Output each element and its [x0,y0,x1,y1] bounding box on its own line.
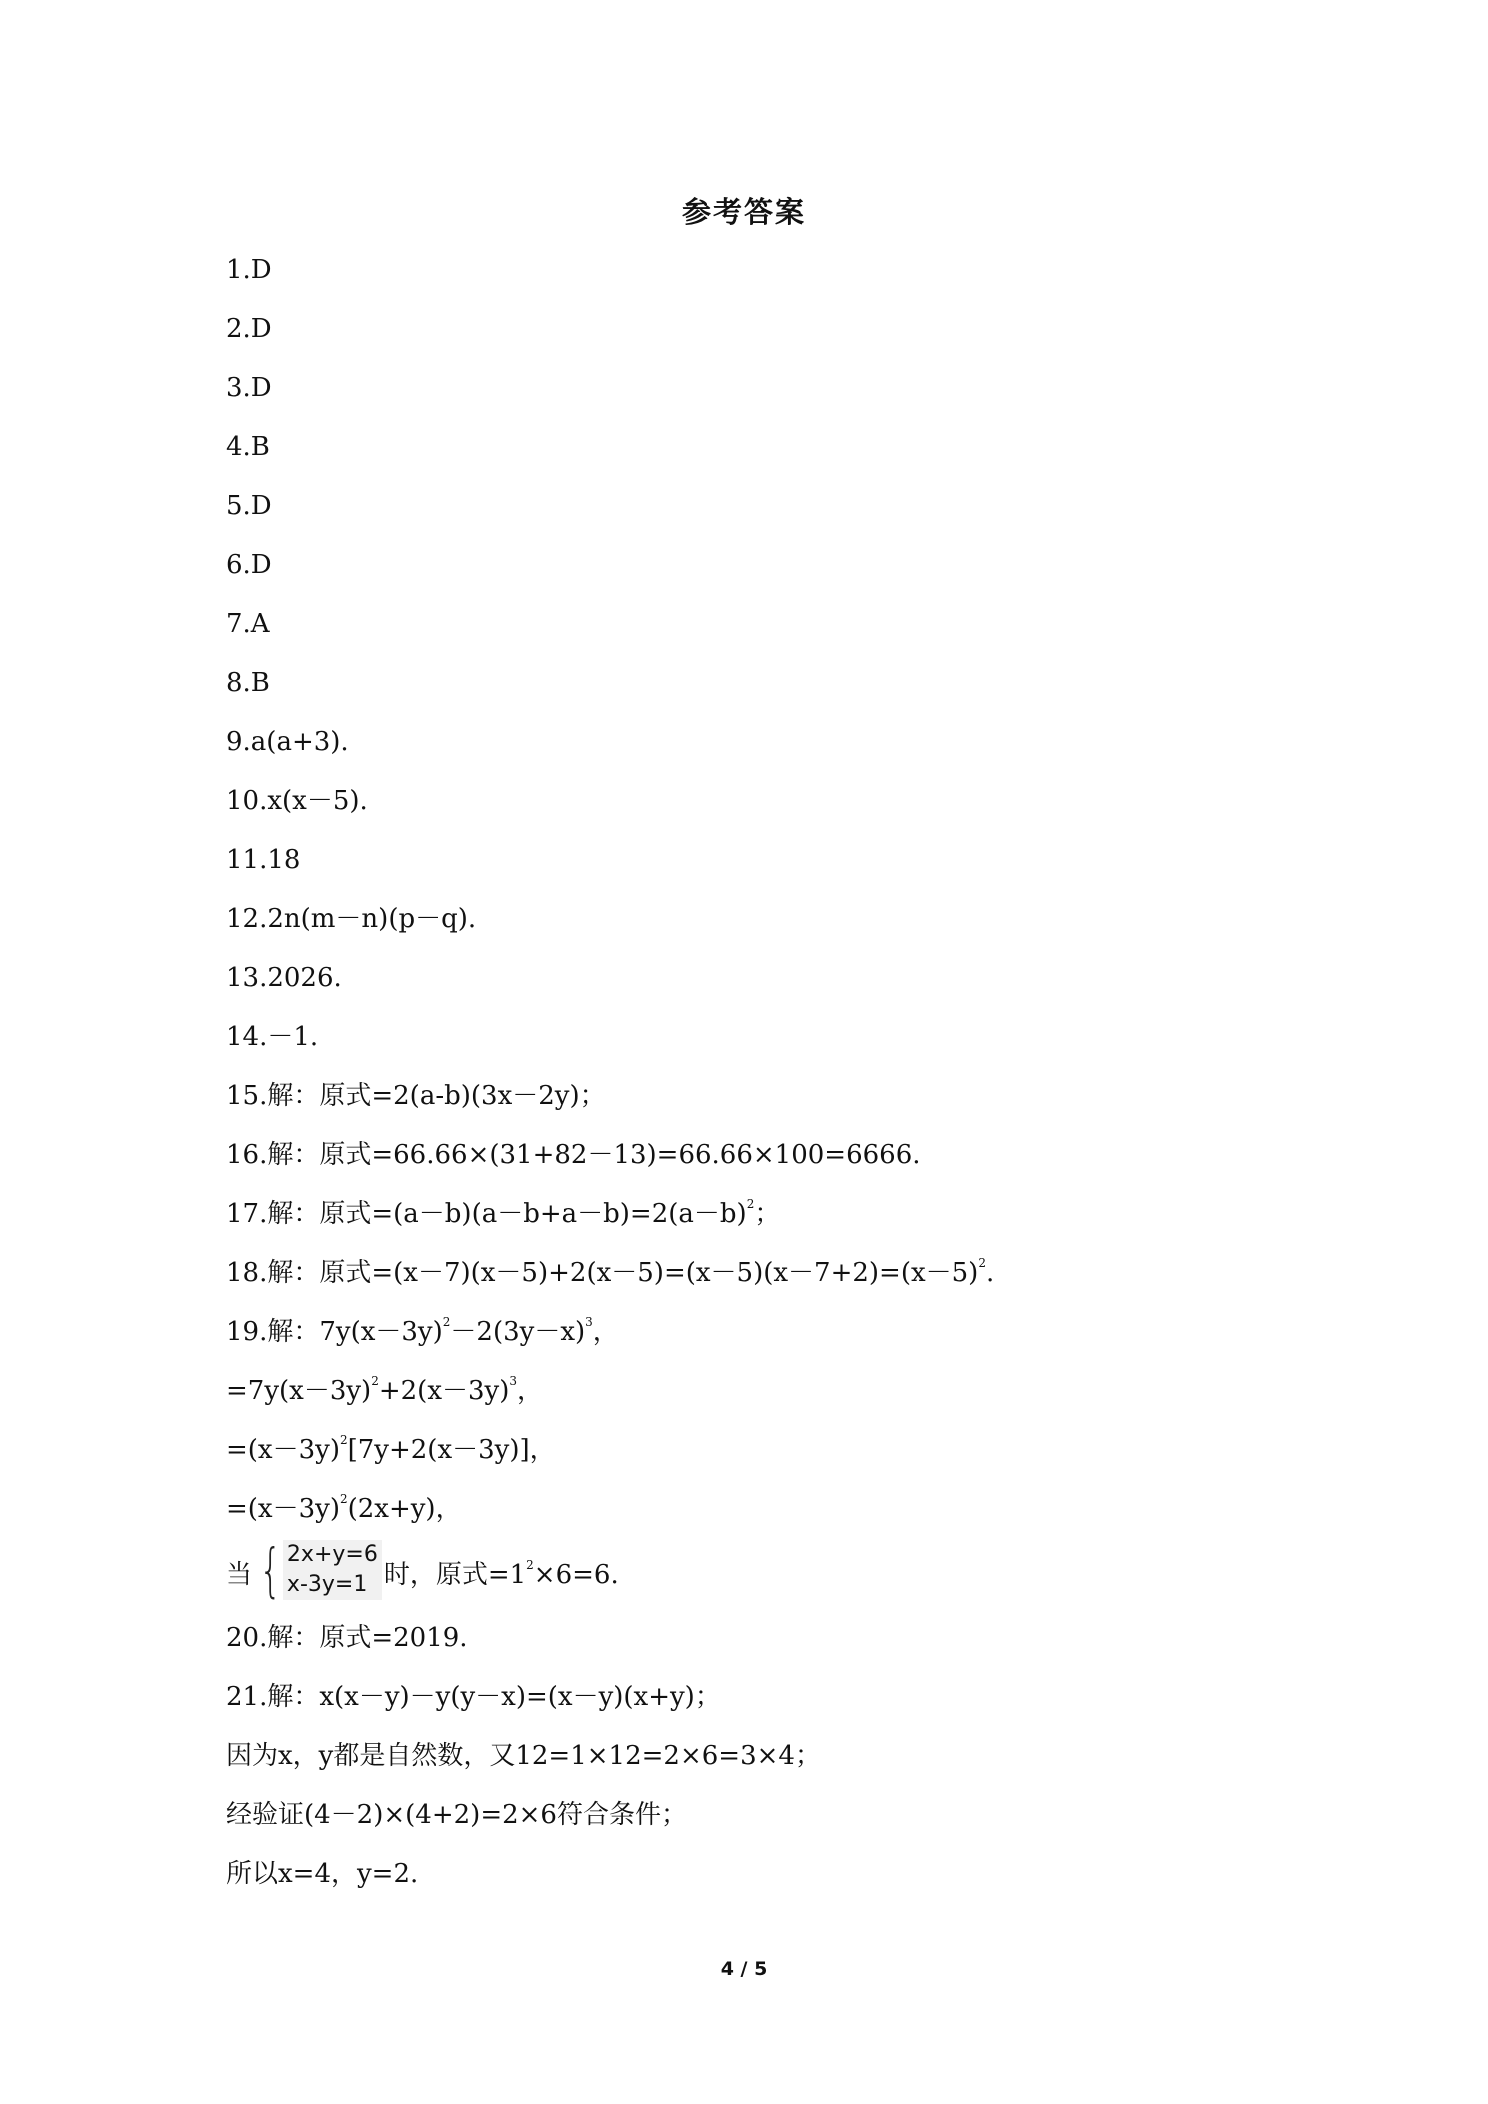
answer-line: 3.D [226,373,272,403]
q19-l3-exponent: 2 [339,1433,348,1447]
q19-l5-exponent: 2 [526,1558,534,1572]
answer-line-17 [226,1192,1326,1251]
answer-line: 1.D [226,255,272,285]
q17-text: 17.解：原式=(a－b)(a－b+a－b)=2(a－b) [226,1199,747,1229]
answer-line: 7.A [226,609,270,639]
answer-line: 2.D [226,314,272,344]
answer-line: 11.18 [226,845,301,875]
q19-l5-part: 当 [226,1560,253,1590]
answer-line: 12.2n(m－n)(p－q). [226,904,477,934]
page-title: 参考答案 [681,195,806,229]
q18-exponent: 2 [978,1256,986,1270]
answer-line-18 [226,1251,1326,1310]
q18-tail: . [985,1258,995,1288]
q19-l3-part: [7y+2(x－3y)]， [347,1435,556,1465]
q19-l4-part: =(x－3y) [226,1494,340,1524]
q19-l1-part: 19.解：7y(x－3y) [226,1317,443,1347]
answer-line: 15.解：原式=2(a-b)(3x－2y)； [226,1081,606,1111]
answer-list [226,248,1326,1911]
answer-line: 9.a(a+3). [226,727,349,757]
q19-l1-exponent: 3 [585,1315,593,1329]
answer-line: 10.x(x－5). [226,786,368,816]
equation-system [252,1536,382,1604]
q19-l1-exponent: 2 [442,1315,451,1329]
answer-line-21-1: 21.解：x(x－y)－y(y－x)=(x－y)(x+y)； [226,1682,721,1712]
answer-line: 5.D [226,491,272,521]
q19-l2-part: ， [517,1376,544,1406]
q19-l4-part: (2x+y)， [347,1494,462,1524]
answer-line: 16.解：原式=66.66×(31+82－13)=66.66×100=6666. [226,1140,921,1170]
answer-line: 14.－1. [226,1022,319,1052]
q19-l5-part: 时，原式=1 [383,1560,527,1590]
answer-line-19-1 [226,1310,1326,1369]
answer-line-19-2 [226,1369,1326,1428]
q19-l2-part: =7y(x－3y) [226,1376,372,1406]
equation-1: 2x+y=6 [286,1542,378,1567]
equation-system-image [283,1540,382,1600]
answer-line: 13.2026. [226,963,342,993]
answer-line-19-3 [226,1428,1326,1487]
answer-line-19-4 [226,1487,1326,1546]
q19-l2-part: +2(x－3y) [378,1376,510,1406]
answer-line-21-3: 经验证(4－2)×(4+2)=2×6符合条件； [226,1800,687,1830]
equation-2: x-3y=1 [286,1572,368,1597]
q19-l5-part: ×6=6. [533,1560,619,1590]
answer-line-21-2: 因为x，y都是自然数，又12=1×12=2×6=3×4； [226,1741,821,1771]
q17-exponent: 2 [746,1197,755,1211]
q19-l3-part: =(x－3y) [226,1435,340,1465]
answer-line: 8.B [226,668,270,698]
answer-line: 6.D [226,550,272,580]
answer-line-20: 20.解：原式=2019. [226,1623,468,1653]
page-number: 4 / 5 [720,1958,768,1980]
q19-l2-exponent: 3 [509,1374,517,1388]
q19-l2-exponent: 2 [371,1374,379,1388]
q18-text: 18.解：原式=(x－7)(x－5)+2(x－5)=(x－5)(x－7+2)=(x－5) [226,1258,979,1288]
left-brace-icon: { [259,1536,282,1604]
answer-line-21-4: 所以x=4，y=2. [226,1859,419,1889]
q19-l4-exponent: 2 [339,1492,348,1506]
q17-tail: ； [754,1199,781,1229]
q19-l1-part: －2(3y－x) [450,1317,586,1347]
answer-line: 4.B [226,432,270,462]
q19-l1-part: ， [592,1317,619,1347]
answer-line-19-5 [226,1536,1326,1616]
